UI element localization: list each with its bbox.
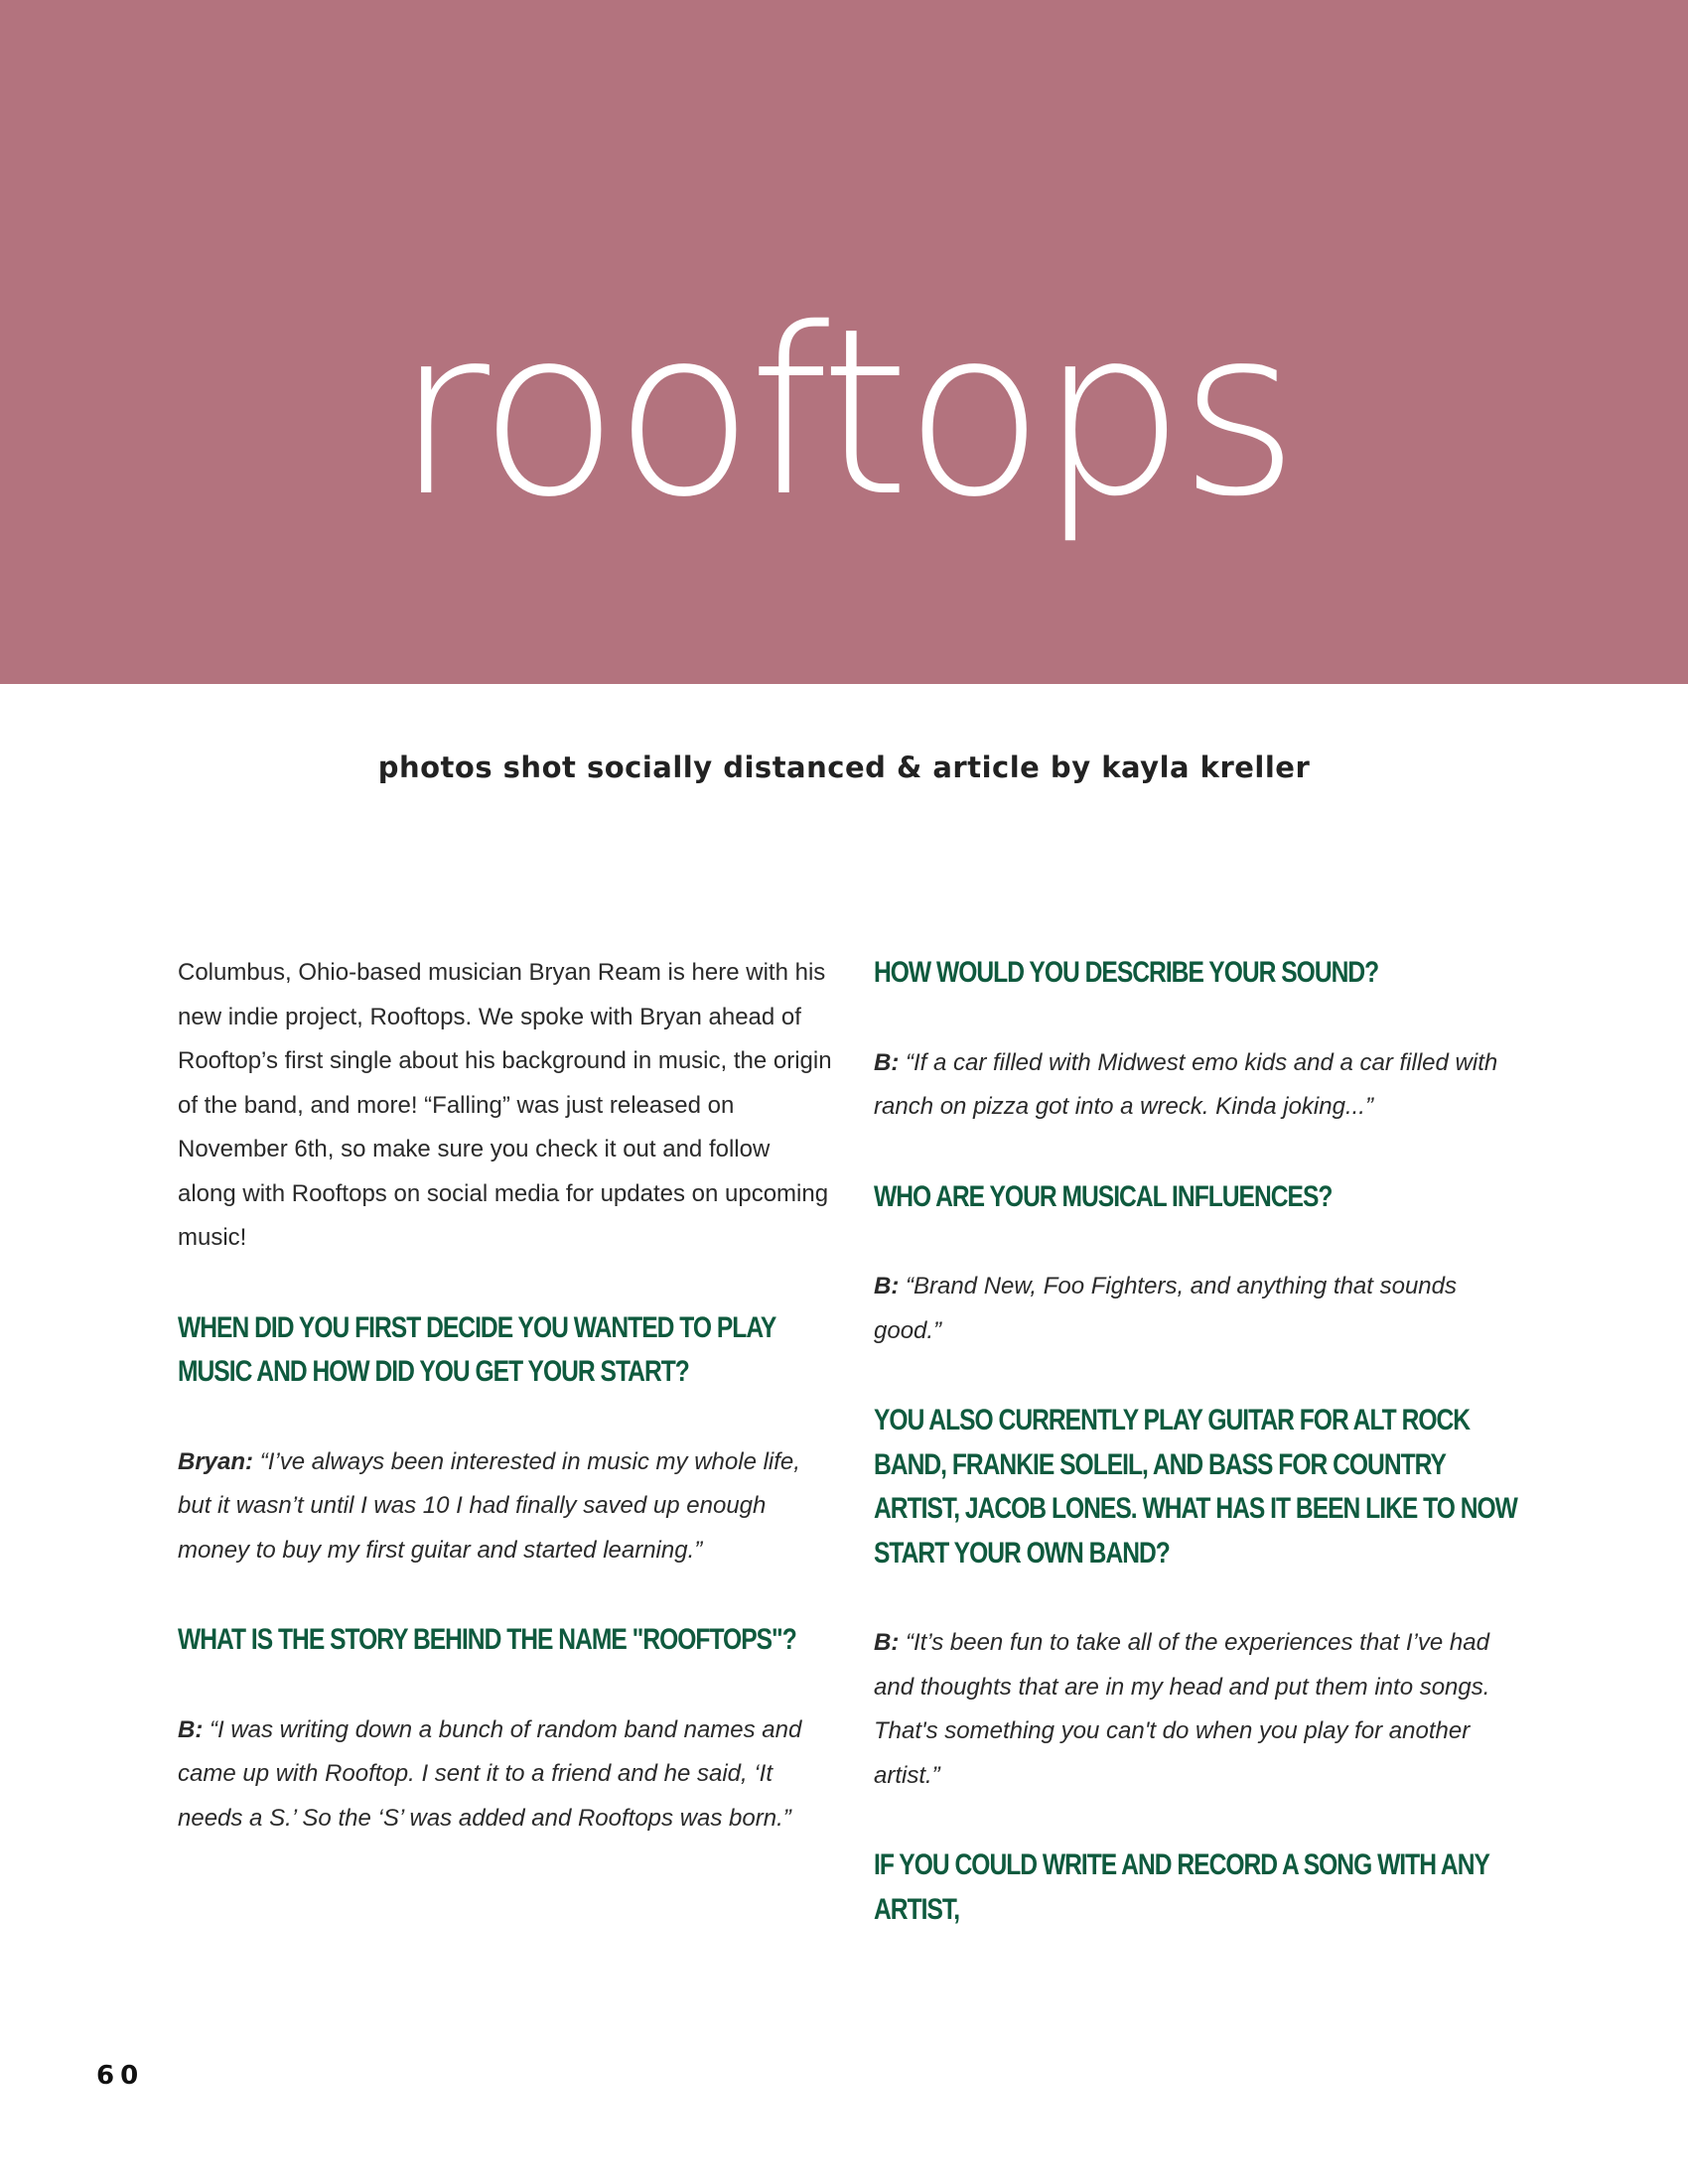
answer-text: “I’ve always been interested in music my whole life, but it wasn’t until I was 10 I had finally saved up enough money to buy my first guitar and started learning.” <box>178 1447 800 1564</box>
intro-paragraph: Columbus, Ohio-based musician Bryan Ream is here with his new indie project, Rooftops. We spoke with Bryan ahead of Rooftop’s first single about his background in music, the origin of the band, and more! “Falling” was just released on November 6th, so make sure you check it out and follow along with Rooftops on social media for updates on upcoming music! <box>178 959 832 1251</box>
byline: photos shot socially distanced & article by kayla kreller <box>377 751 1311 784</box>
article-title: rooftops <box>394 279 1294 547</box>
speaker-label: B: <box>874 1629 900 1656</box>
answer-paragraph <box>178 1708 833 1842</box>
left-column <box>178 951 833 1841</box>
speaker-label: B: <box>874 1048 900 1076</box>
answer-text: “If a car filled with Midwest emo kids and a car filled with ranch on pizza got into a wreck. Kinda joking...” <box>874 1048 1498 1120</box>
answer-paragraph <box>874 1621 1529 1798</box>
hero-banner <box>0 0 1688 684</box>
question-heading: WHAT IS THE STORY BEHIND THE NAME "ROOFTOPS"? <box>178 1623 796 1656</box>
question-heading: HOW WOULD YOU DESCRIBE YOUR SOUND? <box>874 956 1379 989</box>
answer-paragraph <box>178 1440 833 1573</box>
right-column <box>874 951 1529 1932</box>
question-heading: IF YOU COULD WRITE AND RECORD A SONG WITH ANY ARTIST, <box>874 1848 1489 1926</box>
answer-paragraph <box>874 1041 1529 1130</box>
speaker-label: B: <box>178 1715 204 1743</box>
answer-text: “I was writing down a bunch of random band names and came up with Rooftop. I sent it to a friend and he said, ‘It needs a S.’ So the ‘S’ was added and Rooftops was born.” <box>178 1715 802 1832</box>
question-heading: YOU ALSO CURRENTLY PLAY GUITAR FOR ALT ROCK BAND, FRANKIE SOLEIL, AND BASS FOR COUNTRY ARTIST, JACOB LONES. WHAT HAS IT BEEN LIKE TO NOW START YOUR OWN BAND? <box>874 1404 1517 1570</box>
answer-paragraph <box>874 1265 1529 1353</box>
answer-text: “It’s been fun to take all of the experiences that I’ve had and thoughts that are in my head and put them into songs. That's something you can't do when you play for another artist.” <box>874 1629 1490 1789</box>
speaker-label: Bryan: <box>178 1447 254 1475</box>
question-heading: WHO ARE YOUR MUSICAL INFLUENCES? <box>874 1179 1333 1213</box>
answer-text: “Brand New, Foo Fighters, and anything that sounds good.” <box>874 1273 1457 1344</box>
speaker-label: B: <box>874 1273 900 1299</box>
question-heading: WHEN DID YOU FIRST DECIDE YOU WANTED TO PLAY MUSIC AND HOW DID YOU GET YOUR START? <box>178 1310 775 1388</box>
page-number: 60 <box>96 2061 145 2091</box>
